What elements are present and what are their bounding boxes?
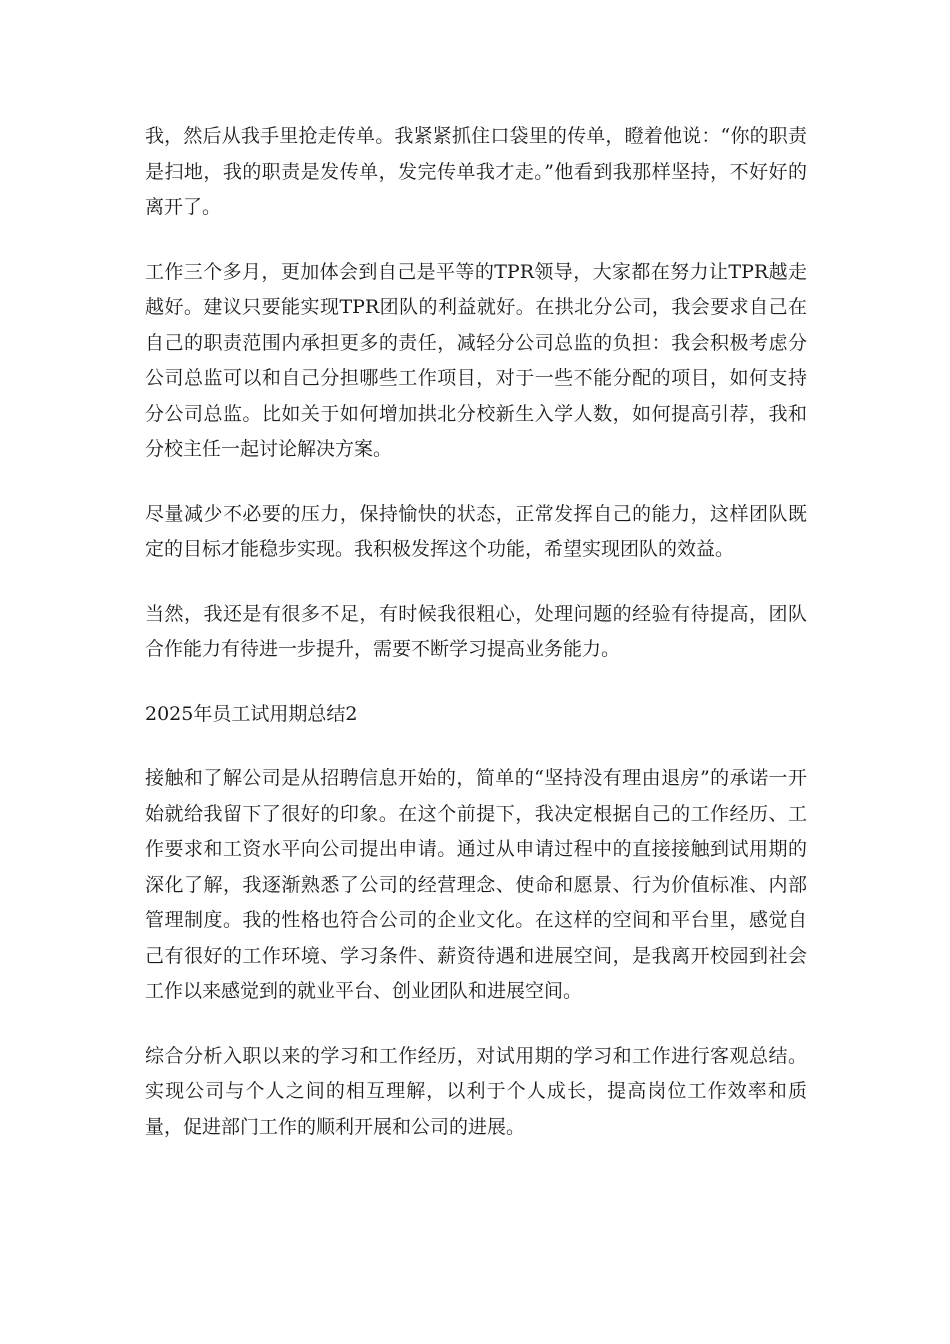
paragraph: 尽量减少不必要的压力，保持愉快的状态，正常发挥自己的能力，这样团队既定的目标才能稳步实现。我积极发挥这个功能，希望实现团队的效益。 [145,502,807,560]
paragraph: 综合分析入职以来的学习和工作经历，对试用期的学习和工作进行客观总结。实现公司与个人之间的相互理解，以利于个人成长，提高岗位工作效率和质量，促进部门工作的顺利开展和公司的进展。 [145,1044,807,1138]
document-body [145,119,807,1174]
paragraph: 当然，我还是有很多不足，有时候我很粗心，处理问题的经验有待提高，团队合作能力有待进一步提升，需要不断学习提高业务能力。 [145,602,807,660]
paragraph: 接触和了解公司是从招聘信息开始的，简单的“坚持没有理由退房”的承诺一开始就给我留下了很好的印象。在这个前提下，我决定根据自己的工作经历、工作要求和工资水平向公司提出申请。通过从申请过程中的直接接触到试用期的深化了解，我逐渐熟悉了公司的经营理念、使命和愿景、行为价值标准、内部管理制度。我的性格也符合公司的企业文化。在这样的空间和平台里，感觉自己有很好的工作环境、学习条件、薪资待遇和进展空间，是我离开校园到社会工作以来感觉到的就业平台、创业团队和进展空间。 [145,767,807,1002]
paragraph: 我，然后从我手里抢走传单。我紧紧抓住口袋里的传单，瞪着他说：“你的职责是扫地，我的职责是发传单，发完传单我才走。”他看到我那样坚持，不好好的离开了。 [145,125,807,218]
paragraph: 工作三个多月，更加体会到自己是平等的TPR领导，大家都在努力让TPR越走越好。建议只要能实现TPR团队的利益就好。在拱北分公司，我会要求自己在自己的职责范围内承担更多的责任，减轻分公司总监的负担：我会积极考虑分公司总监可以和自己分担哪些工作项目，对于一些不能分配的项目，如何支持分公司总监。比如关于如何增加拱北分校新生入学人数，如何提高引荐，我和分校主任一起讨论解决方案。 [145,260,807,460]
section-heading: 2025年员工试用期总结2 [145,702,358,725]
